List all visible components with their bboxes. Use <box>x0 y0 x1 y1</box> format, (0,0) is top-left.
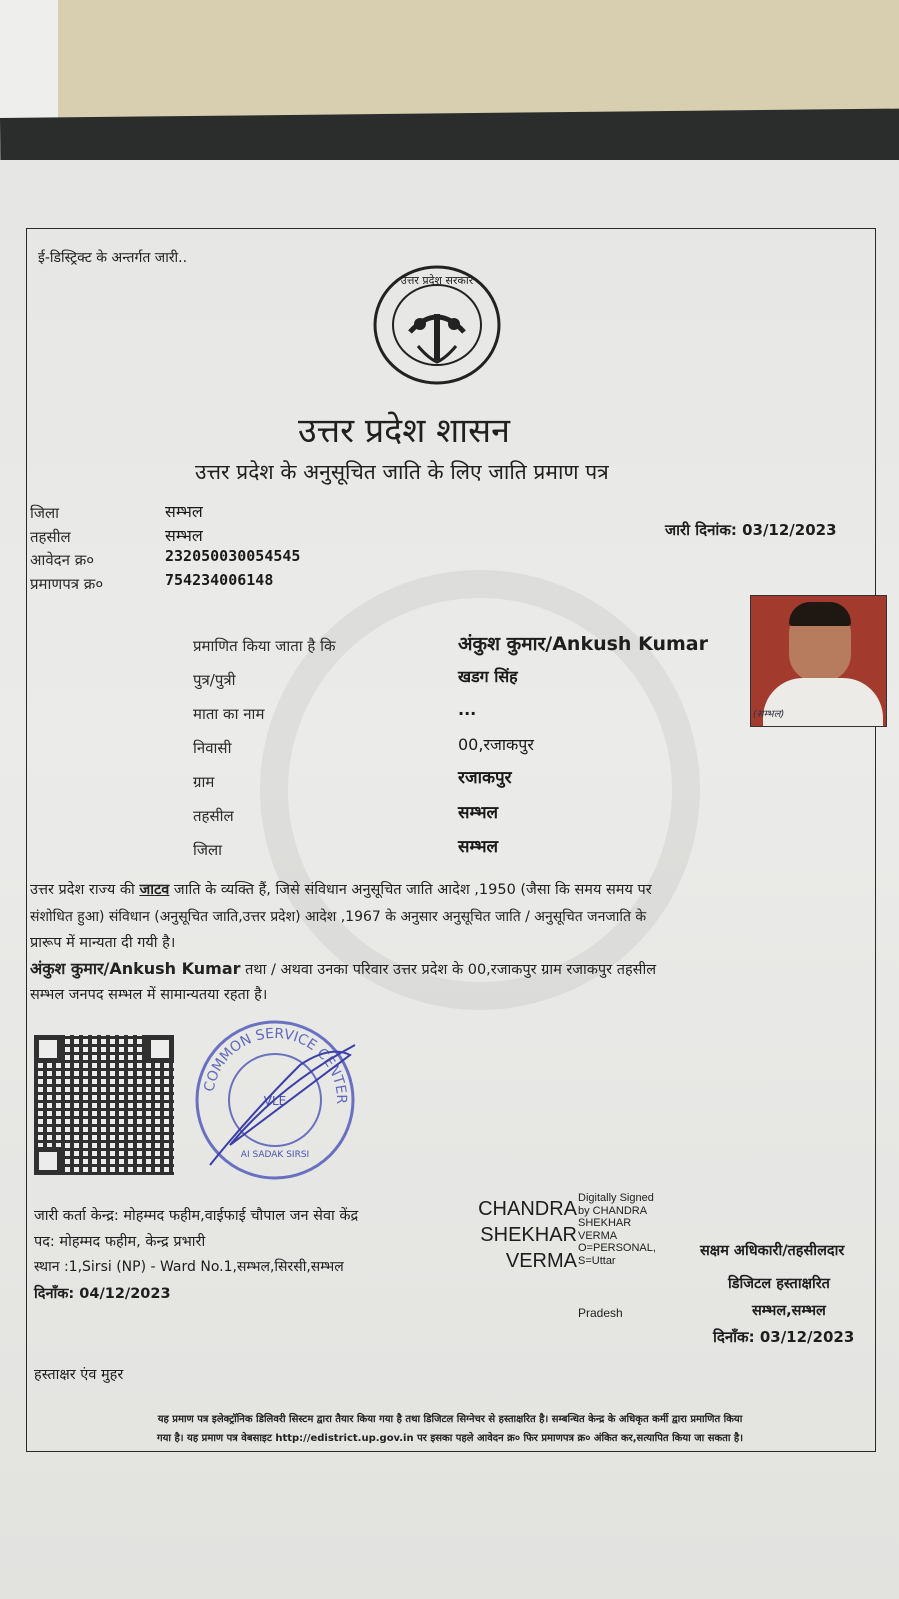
stamp-center-text: VLE <box>263 1094 287 1108</box>
issuer-date-value: 04/12/2023 <box>79 1286 171 1302</box>
father-label: पुत्र/पुत्री <box>193 671 236 689</box>
authority-place: सम्भल,सम्भल <box>752 1303 826 1319</box>
district-value: सम्भल <box>165 502 203 521</box>
body-line-1-pre: उत्तर प्रदेश राज्य की <box>30 882 140 898</box>
issuer-center: जारी कर्ता केन्द्र: मोहम्मद फहीम,वाईफाई चौपाल जन सेवा केंद्र <box>34 1208 359 1224</box>
qr-finder-top-right <box>146 1035 174 1063</box>
issuer-place: स्थान :1,Sirsi (NP) - Ward No.1,सम्भल,सिरसी,सम्भल <box>34 1259 344 1275</box>
photo-caption: (सम्भल) <box>753 709 785 720</box>
qr-finder-bottom-left <box>34 1147 62 1175</box>
certificate-no-label: प्रमाणपत्र क्र० <box>30 575 104 593</box>
resident-value: 00,रजाकपुर <box>458 735 534 754</box>
digital-signature-note-4: VERMA <box>578 1229 618 1242</box>
tehsil-value: सम्भल <box>165 526 203 545</box>
application-no-label: आवेदन क्र० <box>30 551 95 569</box>
authority-date <box>713 1327 854 1347</box>
digital-signature-note-2: by CHANDRA <box>578 1204 648 1217</box>
issue-date-value: 03/12/2023 <box>742 521 837 539</box>
certified-label: प्रमाणित किया जाता है कि <box>193 637 336 655</box>
signer-name-line-1: CHANDRA <box>478 1198 577 1220</box>
digital-signature-note-7: Pradesh <box>578 1306 623 1320</box>
stamp-ring-text: COMMON SERVICE CENTER <box>201 1025 350 1105</box>
authority-date-label: दिनाँक: <box>713 1328 755 1346</box>
tehsil-label: तहसील <box>30 528 71 546</box>
qr-finder-top-left <box>34 1035 62 1063</box>
government-title: उत्तर प्रदेश शासन <box>298 411 510 451</box>
footer-line-1: यह प्रमाण पत्र इलेक्ट्रॉनिक डिलिवरी सिस्टम द्वारा तैयार किया गया है तथा डिजिटल सिग्नेचर से हस्ताक्षरित है। सम्बन्धित केन्द्र के अधिकृत कर्मी द्वारा प्रमाणित किया <box>157 1414 743 1425</box>
issue-date <box>665 520 837 540</box>
resident-label: निवासी <box>193 739 232 757</box>
application-no-value: 232050030054545 <box>165 547 301 565</box>
signer-name-line-2: SHEKHAR <box>480 1224 577 1246</box>
authority-date-value: 03/12/2023 <box>759 1328 855 1346</box>
person-tehsil-value: सम्भल <box>458 803 499 823</box>
authority-digital-sign: डिजिटल हस्ताक्षरित <box>728 1276 830 1292</box>
village-value: रजाकपुर <box>458 768 512 788</box>
body-line-4-rest: तथा / अथवा उनका परिवार उत्तर प्रदेश के 00,रजाकपुर ग्राम रजाकपुर तहसील <box>240 962 657 978</box>
up-government-seal-icon <box>370 262 504 388</box>
body-line-1 <box>30 878 652 902</box>
digital-signature-note-3: SHEKHAR <box>578 1217 632 1229</box>
authority-title: सक्षम अधिकारी/तहसीलदार <box>700 1243 845 1259</box>
digital-signature-note <box>578 1192 656 1267</box>
csc-stamp-icon <box>190 1015 360 1185</box>
issued-under-note: ई-डिस्ट्रिक्ट के अन्तर्गत जारी.. <box>38 250 188 266</box>
qr-code <box>34 1035 174 1175</box>
person-district-label: जिला <box>193 841 223 859</box>
signature-seal-label: हस्ताक्षर एंव मुहर <box>34 1367 124 1383</box>
village-label: ग्राम <box>193 773 215 791</box>
issuer-post: पद: मोहम्मद फहीम, केन्द्र प्रभारी <box>34 1234 206 1250</box>
applicant-name: अंकुश कुमार/Ankush Kumar <box>458 633 708 655</box>
body-line-2: संशोधित हुआ) संविधान (अनुसूचित जाति,उत्तर प्रदेश) आदेश ,1967 के अनुसार अनुसूचित जाति / अनुसूचित जनजाति के <box>30 909 647 925</box>
father-value: खडग सिंह <box>458 667 518 686</box>
certificate-title: उत्तर प्रदेश के अनुसूचित जाति के लिए जाति प्रमाण पत्र <box>195 460 609 484</box>
caste-name: जाटव <box>139 882 170 898</box>
mother-value: ... <box>458 700 477 719</box>
footer-note <box>30 1410 870 1448</box>
body-line-3: प्रारूप में मान्यता दी गयी है। <box>30 935 176 951</box>
body-line-5: सम्भल जनपद सम्भल में सामान्यतया रहता है। <box>30 987 268 1003</box>
mother-label: माता का नाम <box>193 705 265 723</box>
digital-signature-note-6: S=Uttar <box>578 1254 616 1267</box>
applicant-photo <box>750 595 887 727</box>
issuer-date <box>34 1283 171 1303</box>
district-label: जिला <box>30 504 60 522</box>
digital-signature-note-5: O=PERSONAL, <box>578 1242 656 1254</box>
body-applicant-name: अंकुश कुमार/Ankush Kumar <box>30 959 241 978</box>
issue-date-label: जारी दिनांक: <box>665 521 737 539</box>
issuer-date-label: दिनाँक: <box>34 1286 75 1302</box>
signer-name <box>463 1196 577 1274</box>
certificate-no-value: 754234006148 <box>165 571 274 589</box>
stamp-bottom-text: AI SADAK SIRSI <box>240 1150 310 1160</box>
seal-text: उत्तर प्रदेश सरकार <box>400 274 474 287</box>
signer-name-line-3: VERMA <box>505 1250 577 1272</box>
digital-signature-note-1: Digitally Signed <box>578 1192 654 1204</box>
body-line-1-post: जाति के व्यक्ति हैं, जिसे संविधान अनुसूचित जाति आदेश ,1950 (जैसा कि समय समय पर <box>169 882 652 898</box>
body-line-4 <box>30 957 656 982</box>
photo-hair <box>789 602 851 626</box>
person-district-value: सम्भल <box>458 837 499 857</box>
footer-line-2: गया है। यह प्रमाण पत्र वेबसाइट http://edistrict.up.gov.in पर इसका पहले आवेदन क्र० फिर प्रमाणपत्र क्र० अंकित कर,सत्यापित किया जा सकता है। <box>156 1433 744 1444</box>
person-tehsil-label: तहसील <box>193 807 234 825</box>
